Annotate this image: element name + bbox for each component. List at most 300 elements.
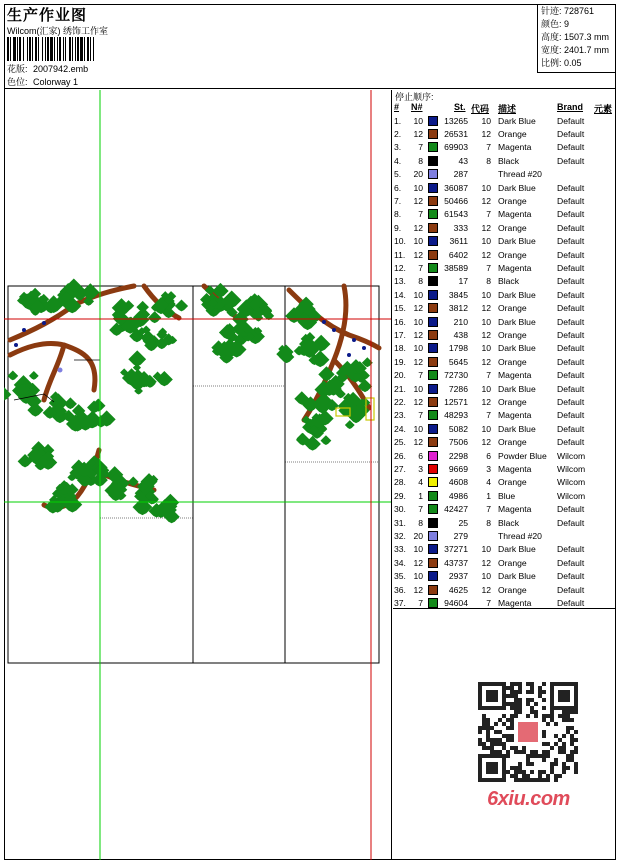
- stitch-count: 61543: [444, 209, 468, 220]
- qr-module: [574, 746, 578, 750]
- qr-module: [518, 706, 522, 710]
- row-index: 3.: [394, 142, 402, 153]
- qr-module: [534, 778, 538, 782]
- thread-code: 12: [481, 584, 491, 595]
- qr-module: [566, 766, 570, 770]
- needle-number: 6: [418, 450, 423, 461]
- qr-module: [566, 726, 570, 730]
- qr-module: [530, 706, 534, 710]
- stitch-count: 42427: [444, 504, 468, 515]
- needle-number: 7: [418, 142, 423, 153]
- qr-module: [558, 746, 562, 750]
- qr-finder: [558, 690, 570, 702]
- qr-module: [530, 778, 534, 782]
- thread-brand: Default: [557, 544, 585, 555]
- thread-code: 7: [486, 209, 491, 220]
- thread-brand: Default: [557, 316, 585, 327]
- qr-module: [530, 682, 534, 686]
- qr-module: [518, 690, 522, 694]
- qr-module: [558, 738, 562, 742]
- color-swatch: [428, 544, 438, 554]
- row-index: 12.: [394, 262, 406, 273]
- color-swatch: [428, 491, 438, 501]
- color-swatch: [428, 223, 438, 233]
- needle-number: 12: [413, 356, 423, 367]
- qr-module: [538, 770, 542, 774]
- qr-module: [530, 690, 534, 694]
- thread-row: [393, 222, 616, 235]
- thread-code: 7: [486, 142, 491, 153]
- qr-code-icon: [471, 680, 586, 785]
- design-file-value: 2007942.emb: [33, 64, 89, 74]
- qr-module: [482, 718, 486, 722]
- color-swatch: [428, 263, 438, 273]
- qr-module: [502, 746, 506, 750]
- qr-module: [538, 690, 542, 694]
- accent-speck: [322, 320, 326, 324]
- qr-module: [526, 690, 530, 694]
- row-index: 17.: [394, 329, 406, 340]
- qr-module: [542, 742, 546, 746]
- qr-module: [566, 718, 570, 722]
- thread-brand: Default: [557, 571, 585, 582]
- needle-number: 1: [418, 490, 423, 501]
- qr-module: [550, 766, 554, 770]
- thread-brand: Default: [557, 557, 585, 568]
- qr-module: [546, 778, 550, 782]
- qr-module: [554, 722, 558, 726]
- qr-module: [526, 702, 530, 706]
- qr-module: [522, 750, 526, 754]
- qr-module: [502, 734, 506, 738]
- qr-module: [534, 702, 538, 706]
- accent-speck: [14, 343, 18, 347]
- qr-module: [562, 766, 566, 770]
- color-swatch: [428, 209, 438, 219]
- thread-code: 10: [481, 383, 491, 394]
- qr-module: [490, 742, 494, 746]
- qr-module: [570, 738, 574, 742]
- row-index: 31.: [394, 517, 406, 528]
- thread-brand: Default: [557, 370, 585, 381]
- thread-description: Orange: [498, 437, 527, 448]
- thread-code: 6: [486, 450, 491, 461]
- thread-description: Dark Blue: [498, 182, 536, 193]
- thread-brand: Default: [557, 423, 585, 434]
- foliage-tuft: [64, 397, 77, 409]
- stitch-count: 2298: [448, 450, 468, 461]
- thread-description: Orange: [498, 249, 527, 260]
- qr-module: [526, 778, 530, 782]
- qr-module: [518, 770, 522, 774]
- row-index: 19.: [394, 356, 406, 367]
- needle-number: 10: [413, 316, 423, 327]
- thread-code: 12: [481, 356, 491, 367]
- row-index: 26.: [394, 450, 406, 461]
- color-swatch: [428, 585, 438, 595]
- thread-row: [393, 141, 616, 154]
- qr-module: [554, 774, 558, 778]
- qr-module: [514, 690, 518, 694]
- color-swatch: [428, 464, 438, 474]
- stitch-count: 12571: [444, 396, 468, 407]
- thread-code: 12: [481, 303, 491, 314]
- qr-module: [526, 754, 530, 758]
- qr-module: [542, 734, 546, 738]
- foliage-tuft: [7, 371, 18, 381]
- qr-module: [510, 714, 514, 718]
- row-index: 30.: [394, 504, 406, 515]
- stitch-count: 38589: [444, 262, 468, 273]
- needle-number: 3: [418, 463, 423, 474]
- row-index: 8.: [394, 209, 402, 220]
- qr-module: [482, 746, 486, 750]
- thread-row: [393, 543, 616, 556]
- qr-module: [514, 770, 518, 774]
- qr-module: [546, 750, 550, 754]
- qr-module: [566, 714, 570, 718]
- qr-module: [486, 734, 490, 738]
- qr-module: [522, 778, 526, 782]
- qr-module: [546, 722, 550, 726]
- qr-module: [490, 750, 494, 754]
- thread-brand: Default: [557, 128, 585, 139]
- thread-description: Magenta: [498, 370, 532, 381]
- stat-colors: 颜色: 9: [541, 19, 570, 29]
- qr-module: [566, 710, 570, 714]
- row-index: 28.: [394, 477, 406, 488]
- row-index: 22.: [394, 396, 406, 407]
- qr-module: [542, 682, 546, 686]
- stitch-count: 48293: [444, 410, 468, 421]
- thread-code: 10: [481, 316, 491, 327]
- row-index: 32.: [394, 530, 406, 541]
- color-swatch: [428, 357, 438, 367]
- color-swatch: [428, 169, 438, 179]
- qr-module: [538, 686, 542, 690]
- row-index: 11.: [394, 249, 406, 260]
- qr-module: [510, 682, 514, 686]
- qr-module: [510, 702, 514, 706]
- row-index: 20.: [394, 370, 406, 381]
- row-index: 2.: [394, 128, 402, 139]
- qr-module: [510, 718, 514, 722]
- row-index: 9.: [394, 222, 402, 233]
- needle-number: 10: [413, 289, 423, 300]
- stat-scale: 比例: 0.05: [541, 58, 582, 68]
- thread-description: Magenta: [498, 463, 532, 474]
- qr-module: [502, 714, 506, 718]
- qr-module: [498, 738, 502, 742]
- thread-brand: Default: [557, 276, 585, 287]
- qr-module: [518, 702, 522, 706]
- thread-brand: Default: [557, 262, 585, 273]
- design-preview: [4, 90, 392, 860]
- thread-row: [393, 383, 616, 396]
- qr-module: [510, 686, 514, 690]
- thread-description: Magenta: [498, 142, 532, 153]
- qr-module: [558, 714, 562, 718]
- qr-module: [526, 758, 530, 762]
- thread-description: Magenta: [498, 597, 532, 608]
- qr-module: [490, 738, 494, 742]
- qr-module: [562, 742, 566, 746]
- thread-description: Dark Blue: [498, 571, 536, 582]
- qr-module: [518, 698, 522, 702]
- qr-module: [518, 710, 522, 714]
- qr-module: [502, 742, 506, 746]
- thread-row: [393, 436, 616, 449]
- thread-brand: Default: [557, 584, 585, 595]
- needle-number: 20: [413, 169, 423, 180]
- thread-code: 12: [481, 396, 491, 407]
- needle-number: 10: [413, 236, 423, 247]
- color-swatch: [428, 236, 438, 246]
- row-index: 23.: [394, 410, 406, 421]
- needle-number: 12: [413, 437, 423, 448]
- thread-description: Magenta: [498, 262, 532, 273]
- row-index: 37.: [394, 597, 406, 608]
- color-swatch: [428, 196, 438, 206]
- stitch-count: 26531: [444, 128, 468, 139]
- accent-speck: [332, 328, 336, 332]
- stitch-count: 4625: [448, 584, 468, 595]
- qr-module: [570, 710, 574, 714]
- page-title: 生产作业图: [7, 7, 88, 24]
- thread-row: [393, 275, 616, 288]
- qr-module: [510, 726, 514, 730]
- needle-number: 7: [418, 504, 423, 515]
- qr-module: [514, 698, 518, 702]
- needle-number: 12: [413, 195, 423, 206]
- thread-brand: Default: [557, 195, 585, 206]
- thread-brand: Default: [557, 343, 585, 354]
- thread-description: Dark Blue: [498, 289, 536, 300]
- color-swatch: [428, 410, 438, 420]
- qr-module: [554, 762, 558, 766]
- color-swatch: [428, 384, 438, 394]
- qr-module: [574, 762, 578, 766]
- qr-module: [506, 686, 510, 690]
- stitch-count: 25: [458, 517, 468, 528]
- qr-module: [518, 686, 522, 690]
- qr-module: [478, 738, 482, 742]
- needle-number: 10: [413, 115, 423, 126]
- thread-row: [393, 195, 616, 208]
- thread-description: Dark Blue: [498, 236, 536, 247]
- thread-code: 10: [481, 115, 491, 126]
- accent-speck: [362, 346, 366, 350]
- header-stitches: St.: [454, 102, 466, 112]
- thread-brand: Default: [557, 437, 585, 448]
- stitch-count: 13265: [444, 115, 468, 126]
- thread-code: 12: [481, 249, 491, 260]
- color-swatch: [428, 116, 438, 126]
- thread-row: [393, 530, 616, 543]
- barcode: [7, 37, 143, 61]
- header-code: 代码: [471, 104, 490, 114]
- qr-module: [510, 738, 514, 742]
- thread-code: 12: [481, 557, 491, 568]
- thread-row: [393, 115, 616, 128]
- thread-row: [393, 329, 616, 342]
- qr-module: [514, 778, 518, 782]
- needle-number: 12: [413, 222, 423, 233]
- color-swatch: [428, 531, 438, 541]
- thread-code: 10: [481, 423, 491, 434]
- qr-module: [538, 774, 542, 778]
- color-swatch: [428, 504, 438, 514]
- qr-module: [562, 770, 566, 774]
- thread-code: 12: [481, 437, 491, 448]
- thread-row: [393, 302, 616, 315]
- thread-row: [393, 182, 616, 195]
- qr-module: [570, 742, 574, 746]
- thread-description: Dark Blue: [498, 423, 536, 434]
- thread-table-header: [393, 102, 616, 114]
- thread-row: [393, 208, 616, 221]
- thread-code: 12: [481, 128, 491, 139]
- qr-module: [486, 726, 490, 730]
- qr-module: [546, 774, 550, 778]
- row-index: 36.: [394, 584, 406, 595]
- qr-module: [522, 746, 526, 750]
- needle-number: 7: [418, 410, 423, 421]
- colorway-value: Colorway 1: [33, 77, 79, 87]
- qr-module: [490, 726, 494, 730]
- stitch-count: 69903: [444, 142, 468, 153]
- qr-module: [530, 754, 534, 758]
- qr-module: [514, 766, 518, 770]
- qr-module: [514, 710, 518, 714]
- stitch-count: 1798: [448, 343, 468, 354]
- qr-module: [542, 754, 546, 758]
- qr-module: [478, 726, 482, 730]
- needle-number: 8: [418, 155, 423, 166]
- thread-description: Dark Blue: [498, 544, 536, 555]
- stitch-count: 5645: [448, 356, 468, 367]
- qr-module: [518, 778, 522, 782]
- thread-brand: Wilcom: [557, 490, 586, 501]
- stitch-count: 6402: [448, 249, 468, 260]
- thread-code: 8: [486, 155, 491, 166]
- qr-module: [530, 698, 534, 702]
- needle-number: 10: [413, 544, 423, 555]
- thread-row: [393, 490, 616, 503]
- thread-row: [393, 557, 616, 570]
- thread-row: [393, 409, 616, 422]
- stat-height: 高度: 1507.3 mm: [541, 32, 610, 42]
- qr-module: [510, 734, 514, 738]
- thread-code: 10: [481, 182, 491, 193]
- qr-module: [530, 762, 534, 766]
- thread-description: Dark Blue: [498, 343, 536, 354]
- stitch-count: 2937: [448, 571, 468, 582]
- qr-module: [542, 778, 546, 782]
- qr-finder: [486, 690, 498, 702]
- qr-module: [570, 754, 574, 758]
- qr-module: [538, 754, 542, 758]
- thread-code: 12: [481, 195, 491, 206]
- qr-module: [550, 770, 554, 774]
- color-swatch: [428, 437, 438, 447]
- qr-module: [514, 694, 518, 698]
- thread-brand: Default: [557, 115, 585, 126]
- thread-description: Magenta: [498, 504, 532, 515]
- color-swatch: [428, 370, 438, 380]
- qr-module: [506, 734, 510, 738]
- qr-module: [570, 750, 574, 754]
- design-file-line: [7, 62, 88, 75]
- stats-box: [537, 4, 616, 73]
- thread-code: 7: [486, 370, 491, 381]
- needle-number: 7: [418, 262, 423, 273]
- thread-description: Thread #20: [498, 169, 542, 180]
- thread-code: 10: [481, 289, 491, 300]
- color-swatch: [428, 518, 438, 528]
- qr-module: [562, 710, 566, 714]
- qr-module: [562, 750, 566, 754]
- thread-description: Orange: [498, 303, 527, 314]
- row-index: 29.: [394, 490, 406, 501]
- thread-row: [393, 249, 616, 262]
- thread-row: [393, 168, 616, 181]
- qr-module: [542, 714, 546, 718]
- thread-description: Orange: [498, 396, 527, 407]
- header-idx: #: [394, 102, 400, 112]
- thread-description: Orange: [498, 477, 527, 488]
- thread-code: 8: [486, 517, 491, 528]
- thread-description: Magenta: [498, 410, 532, 421]
- thread-brand: Default: [557, 303, 585, 314]
- accent-speck: [347, 353, 351, 357]
- thread-brand: Default: [557, 517, 585, 528]
- qr-module: [554, 778, 558, 782]
- qr-module: [518, 766, 522, 770]
- thread-row: [393, 570, 616, 583]
- qr-module: [570, 734, 574, 738]
- qr-module: [526, 774, 530, 778]
- color-swatch: [428, 250, 438, 260]
- thread-brand: Default: [557, 182, 585, 193]
- stitch-count: 37271: [444, 544, 468, 555]
- thread-row: [393, 463, 616, 476]
- color-swatch: [428, 558, 438, 568]
- thread-row: [393, 503, 616, 516]
- row-index: 24.: [394, 423, 406, 434]
- qr-module: [562, 762, 566, 766]
- qr-module: [542, 698, 546, 702]
- qr-module: [510, 766, 514, 770]
- thread-brand: Default: [557, 597, 585, 608]
- qr-module: [506, 750, 510, 754]
- accent-speck: [22, 328, 26, 332]
- thread-description: Blue: [498, 490, 516, 501]
- qr-module: [514, 714, 518, 718]
- needle-number: 10: [413, 343, 423, 354]
- thread-brand: Default: [557, 329, 585, 340]
- qr-module: [510, 722, 514, 726]
- header-needle: N#: [411, 102, 423, 112]
- qr-module: [486, 718, 490, 722]
- header-brand: Brand: [557, 102, 584, 112]
- thread-code: 8: [486, 276, 491, 287]
- qr-module: [522, 774, 526, 778]
- stitch-count: 4986: [448, 490, 468, 501]
- thread-code: 12: [481, 222, 491, 233]
- qr-module: [542, 770, 546, 774]
- thread-row: [393, 235, 616, 248]
